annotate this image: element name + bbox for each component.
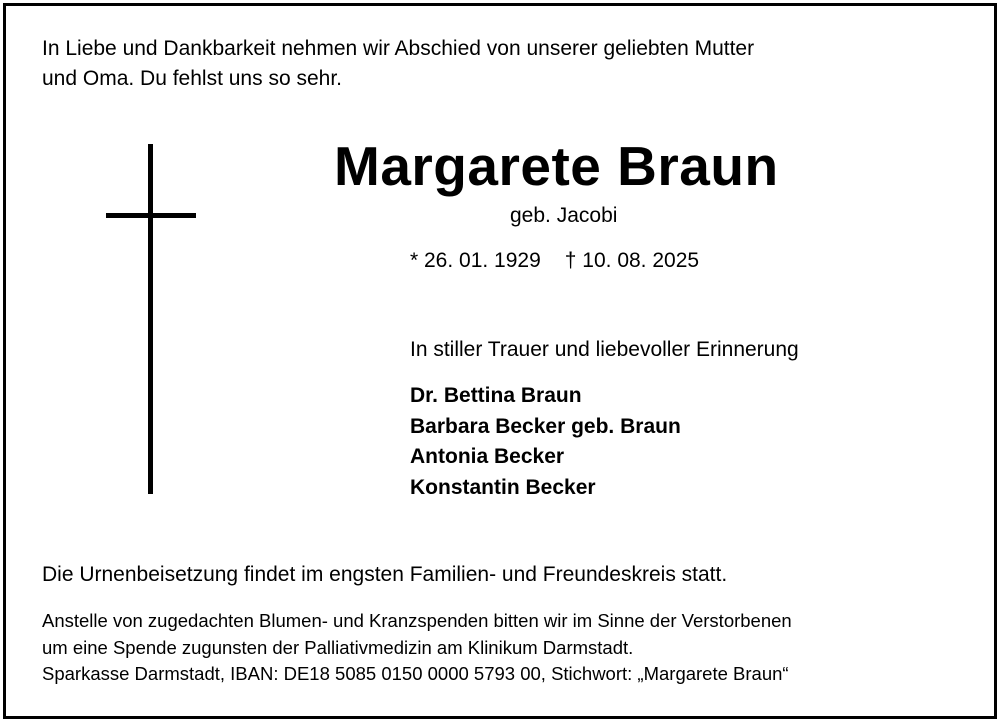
mourner-name: Dr. Bettina Braun xyxy=(410,384,582,407)
donation-note xyxy=(42,608,792,688)
birth-date: * 26. 01. 1929 xyxy=(410,249,541,272)
cross-horizontal-bar xyxy=(106,213,196,218)
intro-line-2: und Oma. Du fehlst uns so sehr. xyxy=(42,67,342,90)
donation-bank-line: Sparkasse Darmstadt, IBAN: DE18 5085 0150 0000 5793 00, Stichwort: „Margarete Braun“ xyxy=(42,663,789,684)
intro-line-1: In Liebe und Dankbarkeit nehmen wir Abschied von unserer geliebten Mutter xyxy=(42,37,755,60)
mourning-line: In stiller Trauer und liebevoller Erinnerung xyxy=(410,338,799,361)
mourner-name: Antonia Becker xyxy=(410,445,565,468)
mourner-name: Barbara Becker geb. Braun xyxy=(410,414,681,438)
mourner-name: Konstantin Becker xyxy=(410,475,596,499)
cross-vertical-bar xyxy=(148,144,153,494)
burial-note: Die Urnenbeisetzung findet im engsten Familien- und Freundeskreis statt. xyxy=(42,563,728,586)
deceased-name: Margarete Braun xyxy=(334,135,779,197)
donation-line-1: Anstelle von zugedachten Blumen- und Kranzspenden bitten wir im Sinne der Verstorbenen xyxy=(42,610,792,631)
maiden-name: geb. Jacobi xyxy=(510,204,618,227)
donation-line-2: um eine Spende zugunsten der Palliativmedizin am Klinikum Darmstadt. xyxy=(42,636,634,658)
life-dates xyxy=(410,249,699,273)
death-date: † 10. 08. 2025 xyxy=(564,249,700,272)
mourners-list xyxy=(410,381,681,503)
intro-text xyxy=(42,34,754,94)
